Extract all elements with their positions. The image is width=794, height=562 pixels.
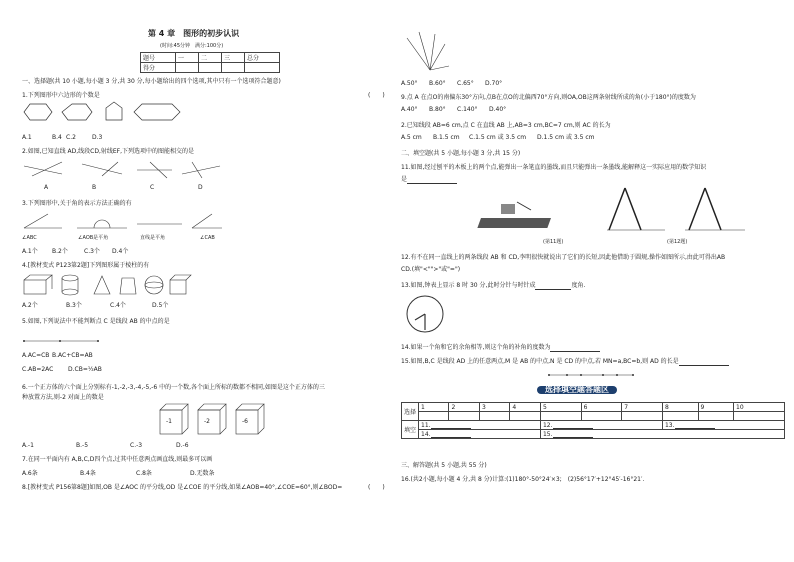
fig12-compass bbox=[605, 186, 755, 236]
fill-cell[interactable] bbox=[540, 421, 662, 430]
q10-opt-c[interactable]: C.1.5 cm 或 3.5 cm bbox=[469, 134, 527, 141]
q6-opt-a[interactable]: A.-1 bbox=[22, 442, 34, 449]
answer-cell[interactable] bbox=[419, 412, 449, 421]
fill-label: 12. bbox=[542, 421, 553, 429]
answer-col-header: 2 bbox=[449, 403, 479, 412]
fill-label: 11. bbox=[421, 421, 431, 429]
fill-blank[interactable] bbox=[675, 422, 715, 429]
q6-text: 6.一个正方体的六个面上分别标有-1,-2,-3,-4,-5,-6 中的一个数,各个面上所标的数都不相同,如图是这个正方体的三 bbox=[22, 384, 325, 391]
answer-cell[interactable] bbox=[540, 412, 581, 421]
score-header: 三 bbox=[222, 53, 245, 63]
q14-text bbox=[401, 344, 600, 352]
q8-opt-a[interactable]: A.50° bbox=[401, 80, 418, 87]
q1-opt-b[interactable]: B.4 bbox=[52, 134, 62, 141]
q3-opt-d[interactable]: D.4个 bbox=[112, 248, 129, 255]
q6-cubes bbox=[158, 402, 268, 438]
section1-title: 一、选择题(共 10 小题,每小题 3 分,共 30 分,每小题给出的四个选项,其中只有一个选项符合题意) bbox=[22, 78, 281, 85]
q5-text: 5.如图,下列说法中不能判断点 C 是线段 AB 的中点的是 bbox=[22, 318, 170, 325]
answer-cell[interactable] bbox=[449, 412, 479, 421]
q12-text2: CD.(填"<"">"或"=") bbox=[401, 266, 461, 273]
fig11-caption: (第11题) bbox=[543, 239, 564, 245]
q9-opt-c[interactable]: C.140° bbox=[457, 106, 478, 113]
q12-text: 12.有不在同一直线上的两条线段 AB 和 CD,李明很快就说出了它们的长短,因此他借助于圆规,操作如图所示,由此可得出AB bbox=[401, 254, 726, 261]
q6-text2: 种放置方法,则-2 对面上的数是 bbox=[22, 394, 104, 401]
q9-opt-d[interactable]: D.40° bbox=[489, 106, 507, 113]
q4-solids bbox=[22, 274, 192, 296]
q4-opt-c[interactable]: C.4个 bbox=[110, 302, 126, 309]
q11-blank[interactable] bbox=[407, 177, 457, 184]
q8-opt-d[interactable]: D.70° bbox=[485, 80, 503, 87]
answer-col-header: 9 bbox=[698, 403, 734, 412]
q1-text: 1.下列图形中六边形的个数是 bbox=[22, 92, 100, 99]
answer-col-header: 4 bbox=[510, 403, 541, 412]
q3-text: 3.下列图形中,关于角的表示方法正确的有 bbox=[22, 200, 132, 207]
fill-blank[interactable] bbox=[553, 431, 593, 438]
q7-opt-a[interactable]: A.6条 bbox=[22, 470, 38, 477]
q7-opt-d[interactable]: D.无数条 bbox=[190, 470, 215, 477]
fill-cell[interactable] bbox=[419, 430, 541, 439]
q3-opt-c[interactable]: C.3个 bbox=[84, 248, 100, 255]
fill-label: 13. bbox=[664, 421, 675, 429]
score-cell[interactable] bbox=[222, 63, 245, 73]
q4-opt-b[interactable]: B.3个 bbox=[66, 302, 82, 309]
q1-shapes bbox=[22, 102, 182, 124]
answer-col-header: 8 bbox=[662, 403, 698, 412]
q1-opt-c[interactable]: C.2 bbox=[66, 134, 76, 141]
answer-cell[interactable] bbox=[698, 412, 734, 421]
q6-opt-d[interactable]: D.-6 bbox=[176, 442, 189, 449]
answer-paren[interactable]: ( ) bbox=[368, 92, 385, 99]
cube-label: -2 bbox=[204, 418, 210, 425]
q10-text: 2.已知线段 AB=6 cm,点 C 在直线 AB 上,AB=3 cm,BC=7 cm,则 AC 的长为 bbox=[401, 122, 611, 129]
answer-col-header: 5 bbox=[540, 403, 581, 412]
q8-text: 8.[教材变式 P156第8题]如图,OB 是∠AOC 的平分线,OD 是∠COE 的平分线,如果∠AOB=40°,∠COE=60°,则∠BOD= bbox=[22, 484, 343, 491]
q6-opt-b[interactable]: B.-5 bbox=[76, 442, 89, 449]
cube-label: -1 bbox=[166, 418, 172, 425]
q5-opt-c[interactable]: C.AB=2AC bbox=[22, 366, 54, 373]
q1-opt-d[interactable]: D.3 bbox=[92, 134, 103, 141]
answer-cell[interactable] bbox=[581, 412, 622, 421]
score-cell[interactable] bbox=[176, 63, 199, 73]
score-header: 总分 bbox=[245, 53, 280, 63]
fill-cell[interactable] bbox=[662, 421, 784, 430]
q8-opt-c[interactable]: C.65° bbox=[457, 80, 474, 87]
answer-col-header: 6 bbox=[581, 403, 622, 412]
q2-label-d[interactable]: D bbox=[198, 184, 203, 191]
q10-opt-b[interactable]: B.1.5 cm bbox=[433, 134, 460, 141]
section3-title: 三、解答题(共 5 小题,共 55 分) bbox=[401, 462, 487, 469]
q10-opt-d[interactable]: D.1.5 cm 或 3.5 cm bbox=[537, 134, 595, 141]
q5-opt-a[interactable]: A.AC=CB bbox=[22, 352, 50, 359]
answer-row-label: 选择 bbox=[402, 403, 419, 421]
q3-opt-b[interactable]: B.2个 bbox=[52, 248, 68, 255]
q2-text: 2.如图,已知直线 AD,线段CD,射线EF,下列选项中的图能相交的是 bbox=[22, 148, 195, 155]
fill-cell[interactable] bbox=[540, 430, 784, 439]
q13-prefix: 13.如图,钟表上显示 8 时 30 分,此时分针与时针成 bbox=[401, 282, 536, 289]
q13-suffix: 度角. bbox=[571, 282, 586, 289]
q4-text: 4.[教材变式 P123第2题]下列图形属于棱柱的有 bbox=[22, 262, 150, 269]
fig11-carpentry bbox=[487, 196, 577, 236]
q16-text: 16.(共2小题,每小题 4 分,共 8 分)计算:(1)180°-50°24′×3; (2)56°17′+12°45′-16°21′. bbox=[401, 476, 645, 483]
score-header: 二 bbox=[199, 53, 222, 63]
subtitle: (时间:45分钟 满分:100分) bbox=[160, 43, 224, 49]
q7-opt-c[interactable]: C.8条 bbox=[136, 470, 152, 477]
q3-caption: ∠CAB bbox=[200, 235, 215, 241]
q7-text: 7.在同一平面内有 A,B,C,D四个点,过其中任意两点画直线,则最多可以画 bbox=[22, 456, 213, 463]
section2-title: 二、填空题(共 5 小题,每小题 3 分,共 15 分) bbox=[401, 150, 521, 157]
clock-icon bbox=[405, 294, 445, 334]
fill-blank[interactable] bbox=[431, 422, 471, 429]
score-cell[interactable] bbox=[199, 63, 222, 73]
score-table bbox=[140, 52, 280, 73]
answer-col-header: 3 bbox=[479, 403, 509, 412]
q3-caption: ∠AOB是平角 bbox=[78, 235, 109, 241]
score-header: 题号 bbox=[141, 53, 176, 63]
q5-opt-b[interactable]: B.AC+CB=AB bbox=[52, 352, 93, 359]
q5-segment bbox=[22, 336, 102, 346]
q9-opt-a[interactable]: A.40° bbox=[401, 106, 418, 113]
q2-label-a[interactable]: A bbox=[44, 184, 49, 191]
answer-area-banner: 选择填空题答题区 bbox=[537, 386, 617, 394]
q5-opt-d[interactable]: D.CB=½AB bbox=[68, 366, 102, 373]
q10-opt-a[interactable]: A.5 cm bbox=[401, 134, 422, 141]
fill-blank[interactable] bbox=[431, 431, 471, 438]
q15-blank[interactable] bbox=[679, 359, 729, 366]
q14-prefix: 14.如果一个角和它的余角相等,则这个角的补角的度数为 bbox=[401, 344, 551, 351]
answer-cell[interactable] bbox=[479, 412, 509, 421]
fill-cell[interactable] bbox=[419, 421, 541, 430]
q9-text: 9.点 A 在点O的南偏东30°方向,点B在点O的北偏西70°方向,则OA,OB这两条射线所成的角(小于180°)的度数为 bbox=[401, 94, 696, 101]
fill-label: 15. bbox=[542, 430, 553, 438]
fill-row-label: 填空 bbox=[402, 421, 419, 439]
answer-col-header: 7 bbox=[622, 403, 663, 412]
q3-caption: ∠ABC bbox=[22, 235, 37, 241]
q3-figures bbox=[22, 212, 222, 232]
answer-cell[interactable] bbox=[734, 412, 785, 421]
answer-cell[interactable] bbox=[510, 412, 541, 421]
answer-cell[interactable] bbox=[622, 412, 663, 421]
q11-text: 11.如图,经过刨平的木板上的两个点,能弹出一条笔直的墨线,而且只能弹出一条墨线,能解释这一实际应用的数学知识 bbox=[401, 164, 707, 171]
q2-figures bbox=[22, 160, 222, 180]
score-row-label: 得分 bbox=[141, 63, 176, 73]
q3-caption: 直线是平角 bbox=[140, 235, 166, 241]
q8-opt-b[interactable]: B.60° bbox=[429, 80, 446, 87]
answer-col-header: 1 bbox=[419, 403, 449, 412]
q15-text bbox=[401, 358, 729, 366]
q9-opt-b[interactable]: B.80° bbox=[429, 106, 446, 113]
answer-paren[interactable]: ( ) bbox=[368, 484, 385, 491]
fig12-caption: (第12题) bbox=[667, 239, 688, 245]
fill-label: 14. bbox=[421, 430, 431, 438]
q11-text2 bbox=[401, 176, 457, 184]
answer-col-header: 10 bbox=[734, 403, 785, 412]
fill-blank[interactable] bbox=[553, 422, 593, 429]
q13-text bbox=[401, 282, 585, 290]
score-cell[interactable] bbox=[245, 63, 280, 73]
q14-blank[interactable] bbox=[550, 345, 600, 352]
cube-label: -6 bbox=[242, 418, 248, 425]
q6-opt-c[interactable]: C.-3 bbox=[130, 442, 143, 449]
q7-opt-b[interactable]: B.4条 bbox=[80, 470, 96, 477]
page-title: 第 4 章 图形的初步认识 bbox=[148, 29, 240, 38]
answer-cell[interactable] bbox=[662, 412, 698, 421]
q15-segment bbox=[547, 370, 637, 380]
q2-label-b[interactable]: B bbox=[92, 184, 97, 191]
q8-angle-figure bbox=[405, 30, 450, 75]
q4-opt-d[interactable]: D.5个 bbox=[152, 302, 169, 309]
q2-label-c[interactable]: C bbox=[150, 184, 155, 191]
q3-opt-a[interactable]: A.1个 bbox=[22, 248, 38, 255]
score-header: 一 bbox=[176, 53, 199, 63]
q4-opt-a[interactable]: A.2个 bbox=[22, 302, 38, 309]
answer-table bbox=[401, 402, 785, 439]
q11-prefix: 是 bbox=[401, 176, 408, 183]
q1-opt-a[interactable]: A.1 bbox=[22, 134, 32, 141]
q15-prefix: 15.如图,B,C 是线段 AD 上的任意两点,M 是 AB 的中点,N 是 CD 的中点,若 MN=a,BC=b,则 AD 的长是 bbox=[401, 358, 679, 365]
q13-blank[interactable] bbox=[535, 283, 571, 290]
